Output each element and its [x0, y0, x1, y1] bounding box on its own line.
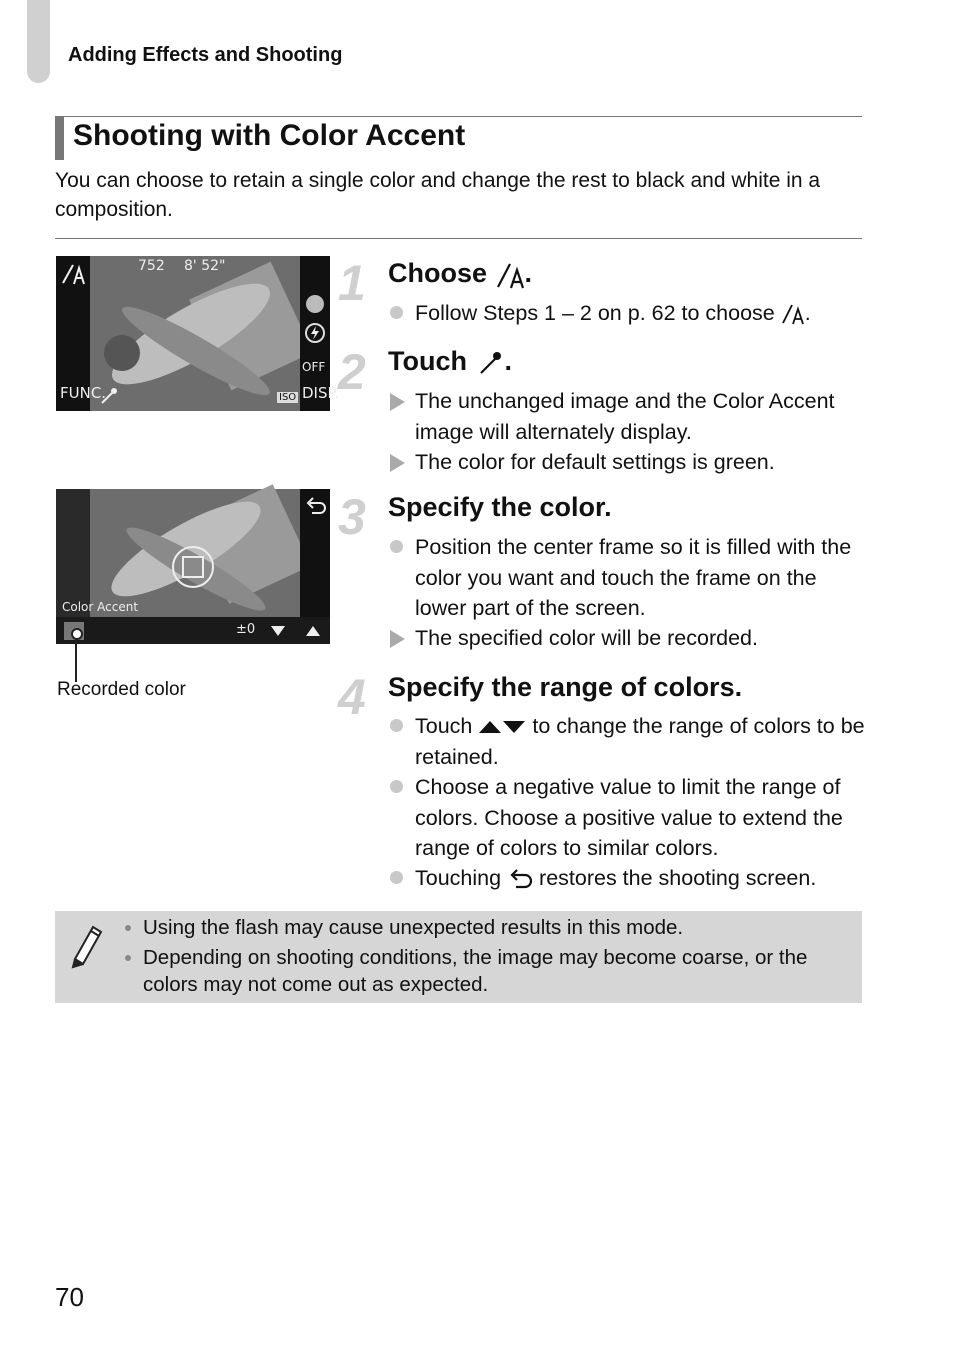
- step-title-suffix: .: [524, 258, 533, 288]
- step-item: [388, 386, 868, 447]
- item-text: Touching: [415, 866, 502, 890]
- arrow-marker: [390, 454, 405, 472]
- step-item: [388, 711, 868, 772]
- section-intro: You can choose to retain a single color and change the rest to black and white in a composition.: [55, 169, 821, 221]
- callout-recorded-color: Recorded color: [57, 679, 186, 700]
- note-text: Using the flash may cause unexpected results in this mode.: [143, 916, 684, 939]
- step-title-suffix: .: [504, 346, 513, 376]
- note-item: [143, 944, 855, 998]
- pencil-icon: [67, 919, 107, 969]
- step-item: [388, 298, 868, 329]
- arrow-marker: [390, 393, 405, 411]
- item-text: The specified color will be recorded.: [415, 626, 758, 650]
- step-title: [388, 257, 532, 290]
- step-title: [388, 345, 512, 377]
- triangle-up-icon[interactable]: [305, 625, 321, 637]
- disp-button[interactable]: DISP.: [302, 384, 339, 402]
- bullet-marker: [390, 780, 403, 793]
- step-item: [388, 447, 868, 478]
- step-number: 3: [338, 489, 366, 545]
- color-accent-icon: [495, 260, 525, 290]
- step-item: [388, 863, 868, 894]
- note-box: [55, 911, 862, 1003]
- color-accent-icon: [781, 302, 805, 326]
- color-accent-icon: [60, 260, 86, 286]
- mode-label: Color Accent: [62, 600, 139, 614]
- note-item: [143, 914, 855, 941]
- step-title: Specify the color.: [388, 492, 612, 522]
- recording-time: 8' 52": [184, 258, 226, 274]
- page-number: 70: [55, 1282, 84, 1312]
- func-button[interactable]: FUNC.: [60, 384, 107, 402]
- triangle-down-icon[interactable]: [270, 625, 286, 637]
- off-label: OFF: [302, 360, 326, 374]
- eyedropper-icon: [475, 349, 505, 377]
- camera-screen-shooting: [56, 256, 339, 411]
- step-number: 1: [338, 255, 366, 311]
- return-icon: [507, 867, 533, 891]
- intro-divider: [55, 238, 862, 239]
- note-text: Depending on shooting conditions, the image may become coarse, or the colors may not come out as expected.: [143, 946, 808, 996]
- step-item: [388, 772, 868, 864]
- note-bullet: [125, 955, 131, 961]
- chapter-tab-marker: [27, 0, 50, 83]
- item-text: Follow Steps 1 – 2 on p. 62 to choose: [415, 301, 775, 325]
- step-number: 4: [338, 669, 366, 725]
- section-title: Shooting with Color Accent: [55, 117, 465, 160]
- item-text: Position the center frame so it is filled with the color you want and touch the frame on the lower part of the screen.: [415, 535, 852, 620]
- step-title-text: Touch: [388, 346, 467, 376]
- note-bullet: [125, 925, 131, 931]
- step-title: Specify the range of colors.: [388, 672, 743, 702]
- iso-label: ISO: [279, 392, 297, 403]
- step-item: [388, 623, 868, 654]
- step-title-text: Choose: [388, 258, 488, 288]
- flash-icon: [307, 325, 323, 341]
- item-text-suffix: to change the range of colors to be retained.: [415, 714, 865, 769]
- step-item: [388, 532, 868, 624]
- item-text: The unchanged image and the Color Accent image will alternately display.: [415, 389, 835, 444]
- airplane-photo-accent: [56, 489, 330, 644]
- eyedropper-icon[interactable]: [100, 387, 118, 405]
- item-text-suffix: restores the shooting screen.: [539, 866, 817, 890]
- item-text: Choose a negative value to limit the range of colors. Choose a positive value to extend the range of colors to similar colors.: [415, 775, 843, 860]
- return-icon[interactable]: [304, 495, 326, 517]
- bullet-marker: [390, 306, 403, 319]
- exposure-value: ±0: [236, 622, 256, 637]
- step-number: 2: [338, 344, 366, 400]
- callout-dot: [71, 628, 83, 640]
- triangle-down-icon: [502, 719, 526, 735]
- running-head: Adding Effects and Shooting: [68, 44, 343, 66]
- bullet-marker: [390, 540, 403, 553]
- item-text-suffix: .: [804, 301, 811, 325]
- bullet-marker: [390, 719, 403, 732]
- item-text: Touch: [415, 714, 473, 738]
- arrow-marker: [390, 630, 405, 648]
- shots-remaining: 752: [138, 258, 165, 274]
- triangle-up-icon: [478, 719, 502, 735]
- item-text: The color for default settings is green.: [415, 450, 775, 474]
- bullet-marker: [390, 871, 403, 884]
- camera-screen-color-accent: [56, 489, 330, 644]
